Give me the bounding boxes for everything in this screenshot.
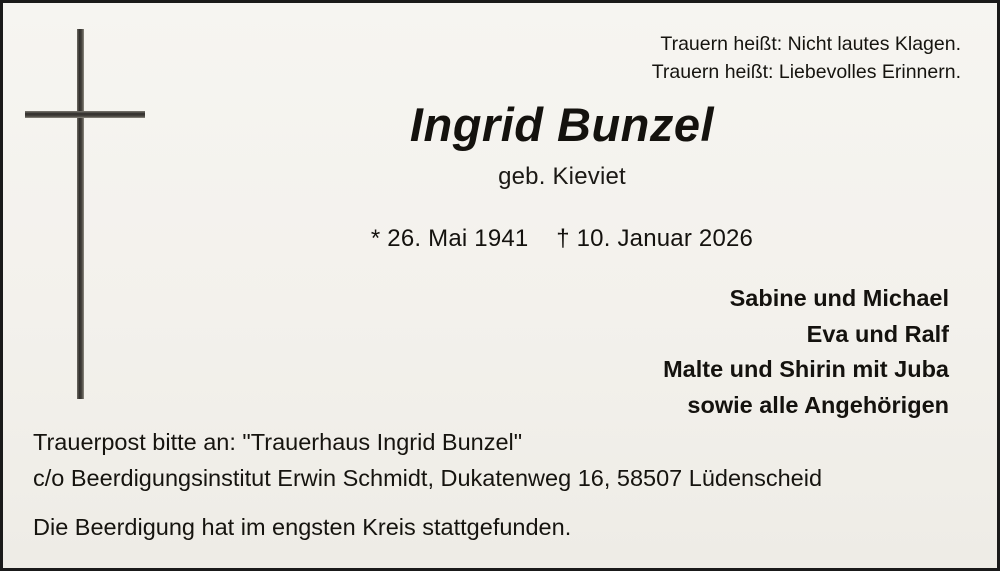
motto-block xyxy=(652,31,961,86)
condolence-address-line-1: Trauerpost bitte an: "Trauerhaus Ingrid Bunzel" xyxy=(33,428,523,455)
footer-block xyxy=(33,425,967,546)
name-block xyxy=(163,99,961,253)
birth-date: * 26. Mai 1941 xyxy=(370,224,529,252)
survivor-line: sowie alle Angehörigen xyxy=(687,392,949,419)
maiden-name: geb. Kieviet xyxy=(498,162,626,190)
survivors-block xyxy=(663,281,949,424)
cross-horizontal-bar xyxy=(25,111,145,118)
deceased-name: Ingrid Bunzel xyxy=(409,98,715,151)
life-dates xyxy=(163,225,961,253)
survivor-line: Sabine und Michael xyxy=(729,285,949,311)
motto-line-2: Trauern heißt: Liebevolles Erinnern. xyxy=(651,60,961,83)
motto-line-1: Trauern heißt: Nicht lautes Klagen. xyxy=(660,33,961,55)
survivor-line: Malte und Shirin mit Juba xyxy=(663,356,949,383)
cross-vertical-bar xyxy=(77,29,84,399)
obituary-inner xyxy=(3,3,997,568)
survivor-line: Eva und Ralf xyxy=(806,320,949,347)
death-date: † 10. Januar 2026 xyxy=(556,224,754,252)
condolence-address-line-2: c/o Beerdigungsinstitut Erwin Schmidt, Dukatenweg 16, 58507 Lüdenscheid xyxy=(33,464,823,491)
funeral-note: Die Beerdigung hat im engsten Kreis stattgefunden. xyxy=(33,514,572,541)
cross-icon xyxy=(25,29,145,399)
